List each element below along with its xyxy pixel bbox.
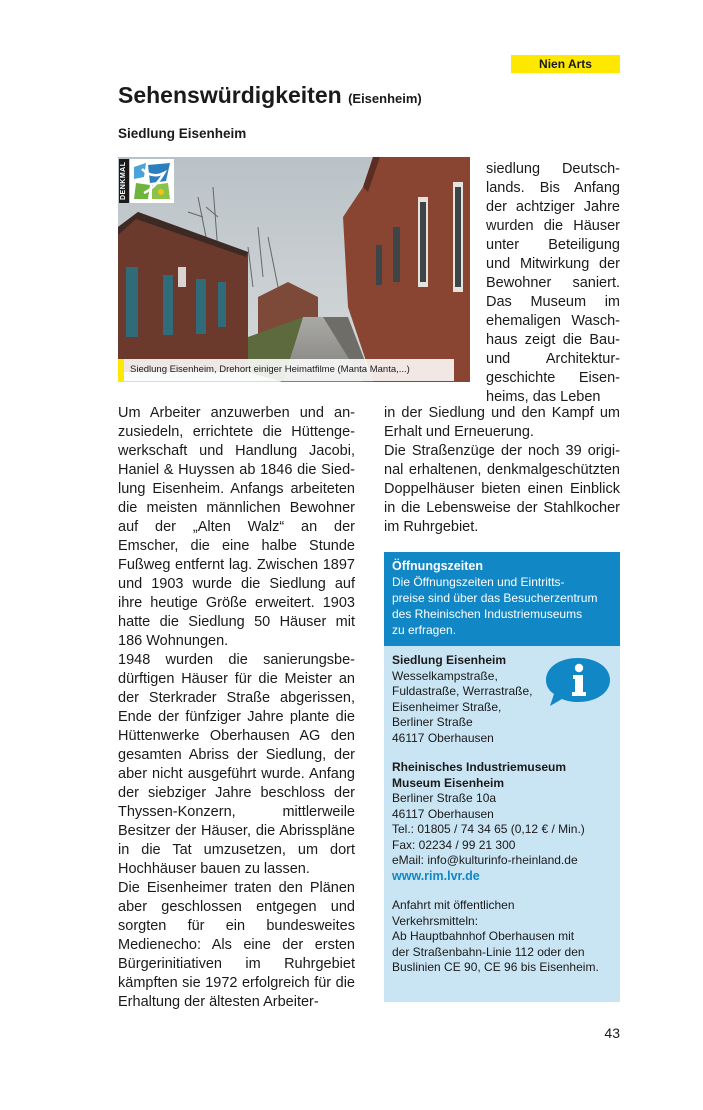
museum-email[interactable]: eMail: info@kulturinfo-rheinland.de	[392, 853, 578, 867]
siedlung-address-line: Eisenheimer Straße,	[392, 699, 502, 714]
page-number: 43	[604, 1025, 620, 1041]
museum-title: Rheinisches Industriemuseum	[392, 760, 567, 774]
photo-eisenheim	[118, 157, 470, 382]
transit-line: Verkehrsmitteln:	[392, 913, 479, 928]
article-subhead: Siedlung Eisenheim	[118, 126, 247, 141]
section-tag: Nien Arts	[511, 55, 620, 73]
transit-line: Anfahrt mit öffentlichen	[392, 898, 515, 912]
opening-hours-line: preise sind über das Besucherzentrum	[392, 591, 598, 605]
photo-caption: Siedlung Eisenheim, Drehort einiger Heimatfilme (Manta Manta,...)	[118, 359, 454, 381]
siedlung-title: Siedlung Eisenheim	[392, 653, 507, 667]
siedlung-address-line: Wesselkampstraße,	[392, 668, 498, 683]
article-paragraph-4: in der Siedlung und den Kampf um Erhalt und Erneuerung.	[384, 405, 620, 440]
opening-hours-line: des Rheinischen Industriemuseums	[392, 607, 583, 621]
museum-website-link[interactable]: www.rim.lvr.de	[392, 868, 480, 883]
article-column-top-right	[486, 160, 620, 407]
info-icon	[544, 656, 612, 708]
transit-line: Buslinien CE 90, CE 96 bis Eisenheim.	[392, 960, 599, 974]
opening-hours-box	[384, 552, 620, 646]
title-sub: (Eisenheim)	[348, 91, 422, 106]
museum-phone: Tel.: 01805 / 74 34 65 (0,12 € / Min.)	[392, 822, 585, 836]
denkmal-logo-icon	[130, 159, 174, 203]
title-main: Sehenswürdigkeiten	[118, 82, 342, 108]
transit-line: der Straßenbahn-Linie 112 oder den	[392, 944, 585, 959]
siedlung-address-line: Fuldastraße, Werrastraße,	[392, 684, 533, 698]
denkmal-badge-label: DENKMAL	[119, 159, 129, 203]
article-paragraph-1: Um Arbeiter anzuwerben und anzusiedeln, errichtete die Hüttengewerkschaft und Handlung Jacobi, Haniel & Huyssen ab 1846 die Siedlung Eisenheim. Anfangs arbeiteten die meisten männlichen Bewohner auf der „Alten Walz“ an der Emscher, die eine halbe Stunde Fußweg entfernt lag. Zwischen 1897 und 1903 wurde die Siedlung auf ihre heutige Größe erweitert. 1903 hatte die Siedlung 50 Häuser mit 186 Wohnungen.	[118, 405, 355, 649]
museum-contact-line: 46117 Oberhausen	[392, 806, 494, 821]
opening-hours-line: Die Öffnungszeiten und Eintritts-	[392, 575, 565, 589]
opening-hours-line: zu erfragen.	[392, 623, 457, 637]
opening-hours-heading: Öffnungszeiten	[392, 559, 483, 573]
article-paragraph-3: Die Eisenheimer traten den Plänen aber geschlossen entgegen und sorgten für ein bundesweites Medienecho: Als eine der ersten Bürgerinitiativen im Ruhrgebiet kämpften sie 1972 erfolgreich für die Erhaltung der ältesten Arbeiter-	[118, 880, 355, 1010]
article-paragraph-2: 1948 wurden die sanierungsbedürftigen Häuser für die Meister an der Sterkrader Straße abgerissen, Ende der fünfziger Jahre plante die Hüttenwerke Oberhausen AG den gesamten Abriss der Siedlung, der aber nicht ausgeführt wurde. Anfang der siebziger Jahre beschloss der Thyssen-Konzern, mittlerweile Besitzer der Häuser, die Abrisspläne in die Tat umzusetzen, um dort Hochhäuser bauen zu lassen.	[118, 652, 355, 877]
article-column-left	[118, 404, 355, 1012]
page-title	[118, 80, 422, 114]
siedlung-address-line: Berliner Straße	[392, 715, 473, 729]
museum-fax: Fax: 02234 / 99 21 300	[392, 837, 516, 852]
transit-line: Ab Hauptbahnhof Oberhausen mit	[392, 929, 575, 943]
siedlung-address-line: 46117 Oberhausen	[392, 730, 494, 745]
article-paragraph-5: Die Straßenzüge der noch 39 original erhaltenen, denkmalgeschützten Doppelhäuser bieten einen Einblick in die Lebensweise der Stahlkocher im Ruhrgebiet.	[384, 443, 620, 535]
article-text-top-right: siedlung Deutschlands. Bis Anfang der achtziger Jahre wurden die Häuser unter Beteiligung und Mitwirkung der Bewohner saniert. Das Museum im ehemaligen Waschhaus zeigt die Bau- und Architekturgeschichte Eisenheims, das Leben	[486, 161, 620, 405]
museum-contact-line: Berliner Straße 10a	[392, 791, 497, 805]
article-column-right	[384, 404, 620, 537]
museum-subtitle: Museum Eisenheim	[392, 775, 505, 790]
